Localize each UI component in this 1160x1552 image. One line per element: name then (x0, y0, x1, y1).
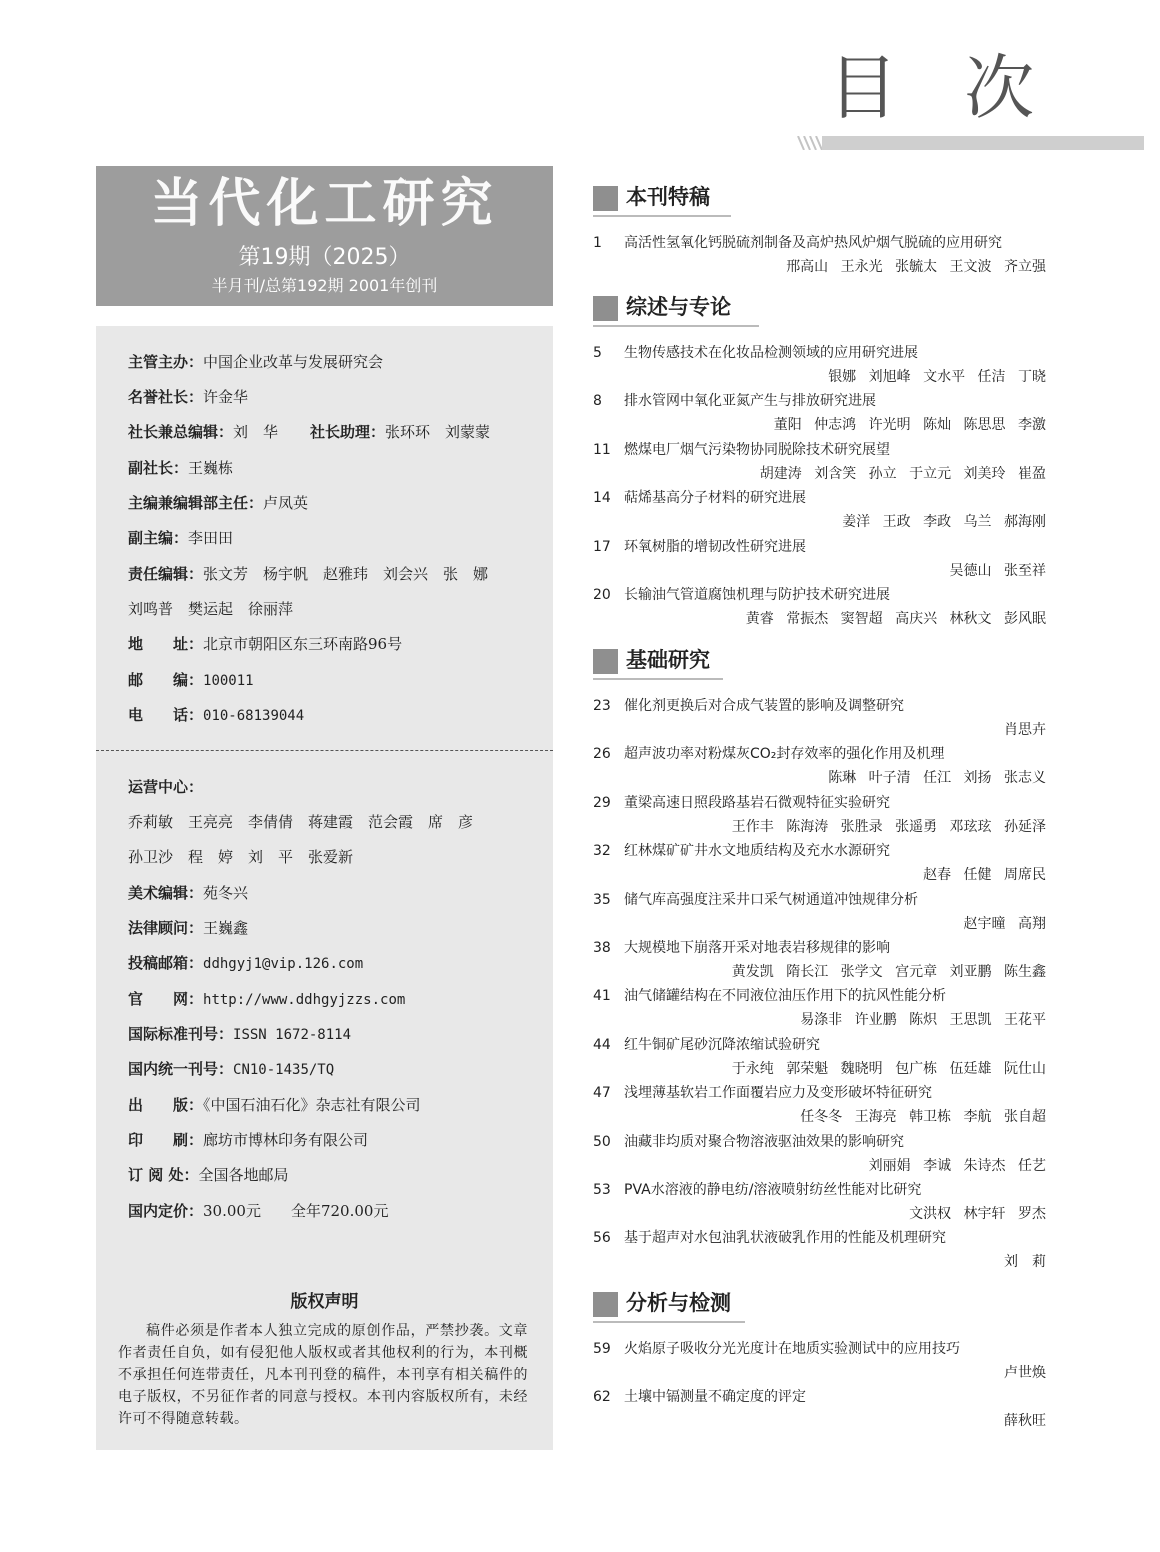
toc-entry[interactable] (593, 391, 876, 411)
operations-line: 国际标准刊号：ISSN 1672-8114 (128, 1025, 352, 1043)
toc-entry[interactable] (593, 986, 946, 1006)
operations-line: 国内统一刊号：CN10-1435/TQ (128, 1060, 335, 1078)
toc-page-number: 23 (593, 698, 611, 714)
toc-authors: 文洪权 林宇轩 罗杰 (909, 1206, 1046, 1222)
operations-line: 印 刷：廊坊市博林印务有限公司 (128, 1131, 369, 1149)
issue-subtitle: 半月刊/总第192期 2001年创刊 (211, 276, 438, 295)
toc-entry[interactable] (593, 1180, 921, 1200)
section-underline (593, 215, 731, 217)
toc-article-title: 长输油气管道腐蚀机理与防护技术研究进展 (624, 587, 890, 603)
staff-line: 责任编辑：张文芳 杨宇帆 赵雅玮 刘会兴 张 娜 (128, 565, 489, 583)
toc-page-number: 29 (593, 794, 611, 811)
toc-authors: 赵春 任健 周席民 (923, 867, 1046, 884)
toc-article-title: 油气储罐结构在不同液位油压作用下的抗风性能分析 (624, 988, 946, 1005)
toc-authors: 于永纯 郭荣魁 魏晓明 包广栋 伍廷雄 阮仕山 (731, 1060, 1046, 1077)
staff-line: 副社长：王巍栋 (128, 459, 234, 477)
toc-page-number: 20 (593, 587, 611, 603)
toc-entry[interactable] (593, 488, 806, 508)
staff-line: 副主编：李田田 (128, 529, 234, 547)
copyright-text: 稿件必须是作者本人独立完成的原创作品，严禁抄袭。文章作者责任自负，如有侵犯他人版权或者其他权利的行为，本刊概不承担任何连带责任，凡本刊刊登的稿件，本刊享有相关稿件的电子版权，不另征作者的同意与授权。本刊内容版权所有，未经许可不得随意转载。 (118, 1323, 528, 1427)
section-underline (593, 1321, 745, 1323)
toc-article-title: 大规模地下崩落开采对地表岩移规律的影响 (624, 940, 890, 956)
operations-line: 运营中心： (128, 778, 204, 796)
title-bar (822, 136, 1144, 150)
section-underline (593, 325, 759, 327)
section-underline (593, 678, 723, 680)
operations-line: 法律顾问：王巍鑫 (128, 919, 249, 937)
operations-line: 孙卫沙 程 婷 刘 平 张爱新 (128, 848, 354, 866)
section-marker (593, 296, 618, 321)
toc-page-number: 38 (593, 940, 611, 956)
journal-name: 当代化工研究 (150, 173, 499, 234)
page-title: 目 次 (828, 47, 1057, 129)
operations-line: 订 阅 处：全国各地邮局 (128, 1166, 289, 1184)
toc-authors: 陈琳 叶子清 任江 刘扬 张志义 (828, 770, 1046, 787)
section-title: 本刊特稿 (626, 185, 710, 209)
toc-entry[interactable] (593, 440, 890, 460)
toc-page-number: 5 (593, 345, 602, 361)
operations-line: 官 网：http://www.ddhgyjzzs.com (128, 990, 406, 1008)
toc-authors: 肖思卉 (1004, 722, 1046, 738)
toc-authors: 黄睿 常振杰 窦智超 高庆兴 林秋文 彭风眠 (745, 611, 1046, 627)
toc-entry[interactable] (593, 1083, 932, 1103)
toc-authors: 黄发凯 隋长江 张学文 宫元章 刘亚鹏 陈生鑫 (731, 964, 1046, 980)
toc-article-title: 超声波功率对粉煤灰CO₂封存效率的强化作用及机理 (624, 746, 945, 763)
section-title: 分析与检测 (626, 1291, 731, 1315)
toc-authors: 吴德山 张至祥 (949, 562, 1046, 579)
operations-line: 乔莉敏 王亮亮 李倩倩 蒋建霞 范会霞 席 彦 (128, 813, 474, 831)
operations-line: 投稿邮箱：ddhgyj1@vip.126.com (128, 954, 364, 972)
staff-line: 电 话：010-68139044 (128, 706, 305, 724)
toc-page-number: 59 (593, 1341, 611, 1357)
toc-entry[interactable] (593, 744, 944, 764)
toc-page-number: 50 (593, 1133, 611, 1150)
toc-authors: 姜洋 王政 李政 乌兰 郝海刚 (842, 514, 1046, 531)
toc-page-number: 41 (593, 988, 611, 1005)
section-title: 综述与专论 (626, 295, 731, 319)
toc-entry[interactable] (593, 1339, 960, 1359)
toc-entry[interactable] (593, 890, 918, 910)
toc-page-number: 32 (593, 843, 611, 860)
section-marker (593, 186, 618, 211)
toc-entry[interactable] (593, 537, 806, 557)
toc-page-number: 56 (593, 1230, 611, 1247)
copyright-title: 版权声明 (290, 1292, 359, 1312)
toc-authors: 卢世焕 (1004, 1365, 1046, 1381)
info-panel (96, 326, 553, 1450)
toc-page-number: 14 (593, 490, 611, 507)
operations-line: 出 版：《中国石油石化》杂志社有限公司 (128, 1096, 421, 1114)
toc-entry[interactable] (593, 938, 890, 958)
toc-page-number: 8 (593, 393, 602, 410)
toc-page-number: 11 (593, 441, 611, 458)
staff-line: 主编兼编辑部主任：卢凤英 (128, 494, 309, 512)
toc-entry[interactable] (593, 841, 890, 861)
toc-article-title: 火焰原子吸收分光光度计在地质实验测试中的应用技巧 (624, 1341, 960, 1357)
toc-authors: 胡建涛 刘含笑 孙立 于立元 刘美玲 崔盈 (759, 465, 1046, 482)
toc-page-number: 17 (593, 538, 611, 555)
toc-entry[interactable] (593, 1387, 806, 1407)
staff-line: 地 址：北京市朝阳区东三环南路96号 (128, 635, 403, 653)
toc-authors: 赵宇曈 高翔 (963, 915, 1046, 932)
toc-authors: 易涤非 许业鹏 陈炽 王思凯 王花平 (800, 1012, 1046, 1029)
section-title: 基础研究 (626, 648, 710, 672)
toc-page-number: 35 (593, 891, 611, 908)
toc-article-title: 生物传感技术在化妆品检测领域的应用研究进展 (624, 345, 918, 361)
toc-entry[interactable] (593, 1035, 820, 1055)
toc-entry[interactable] (593, 1228, 946, 1248)
toc-article-title: 催化剂更换后对合成气装置的影响及调整研究 (624, 698, 904, 714)
toc-authors: 任冬冬 王海亮 韩卫栋 李航 张自超 (800, 1109, 1046, 1126)
toc-article-title: 排水管网中氧化亚氮产生与排放研究进展 (624, 393, 876, 410)
toc-entry[interactable] (593, 1132, 904, 1152)
staff-line: 主管主办：中国企业改革与发展研究会 (128, 353, 384, 371)
toc-article-title: 土壤中镉测量不确定度的评定 (624, 1389, 806, 1406)
section-marker (593, 1292, 618, 1317)
toc-authors: 董阳 仲志鸿 许光明 陈灿 陈思思 李激 (773, 417, 1046, 434)
toc-entry[interactable] (593, 233, 1002, 253)
toc-page-number: 62 (593, 1389, 611, 1406)
staff-line: 刘鸣普 樊运起 徐丽萍 (128, 600, 294, 618)
toc-page-number: 47 (593, 1085, 611, 1102)
toc-entry[interactable] (593, 696, 904, 716)
toc-authors: 薛秋旺 (1004, 1413, 1046, 1430)
toc-authors: 银娜 刘旭峰 文水平 任洁 丁晓 (828, 369, 1046, 385)
operations-line: 美术编辑：苑冬兴 (128, 884, 249, 902)
toc-article-title: 燃煤电厂烟气污染物协同脱除技术研究展望 (624, 441, 890, 458)
toc-page-number: 53 (593, 1182, 611, 1198)
toc-page-number: 44 (593, 1036, 611, 1053)
staff-line: 名誉社长：许金华 (128, 388, 249, 406)
staff-line: 邮 编：100011 (128, 671, 254, 689)
toc-article-title: 高活性氢氧化钙脱硫剂制备及高炉热风炉烟气脱硫的应用研究 (624, 235, 1002, 251)
toc-article-title: 浅埋薄基软岩工作面覆岩应力及变形破坏特征研究 (624, 1085, 932, 1102)
toc-entry[interactable] (593, 585, 890, 605)
toc-authors: 王作丰 陈海涛 张胜录 张遥勇 邓玹玹 孙延泽 (731, 818, 1046, 835)
toc-entry[interactable] (593, 793, 890, 813)
toc-authors: 刘 莉 (1004, 1254, 1046, 1271)
staff-line: 社长兼总编辑：刘 华 社长助理：张环环 刘蒙蒙 (128, 423, 491, 441)
toc-entry[interactable] (593, 343, 918, 363)
toc-article-title: 基于超声对水包油乳状液破乳作用的性能及机理研究 (624, 1230, 946, 1247)
masthead (96, 166, 553, 306)
toc-article-title: 储气库高强度注采井口采气树通道冲蚀规律分析 (624, 891, 918, 908)
toc-page-number: 26 (593, 746, 611, 763)
dashed-divider (96, 750, 553, 751)
toc-article-title: 油藏非均质对聚合物溶液驱油效果的影响研究 (624, 1133, 904, 1150)
toc-article-title: 董梁高速日照段路基岩石微观特征实验研究 (624, 794, 890, 811)
section-marker (593, 649, 618, 674)
toc-article-title: PVA水溶液的静电纺/溶液喷射纺丝性能对比研究 (624, 1182, 922, 1198)
toc-authors: 刘丽娟 李诚 朱诗杰 任艺 (868, 1157, 1046, 1174)
toc-article-title: 红牛铜矿尾砂沉降浓缩试验研究 (624, 1036, 820, 1053)
toc-page-number: 1 (593, 235, 602, 251)
toc-article-title: 环氧树脂的增韧改性研究进展 (624, 538, 806, 555)
toc-article-title: 红林煤矿矿井水文地质结构及充水水源研究 (624, 843, 890, 860)
operations-line: 国内定价：30.00元 全年720.00元 (128, 1202, 389, 1220)
toc-article-title: 萜烯基高分子材料的研究进展 (624, 490, 806, 507)
issue-number: 第19期（2025） (238, 245, 411, 270)
toc-authors: 邢高山 王永光 张毓太 王文波 齐立强 (786, 259, 1046, 275)
